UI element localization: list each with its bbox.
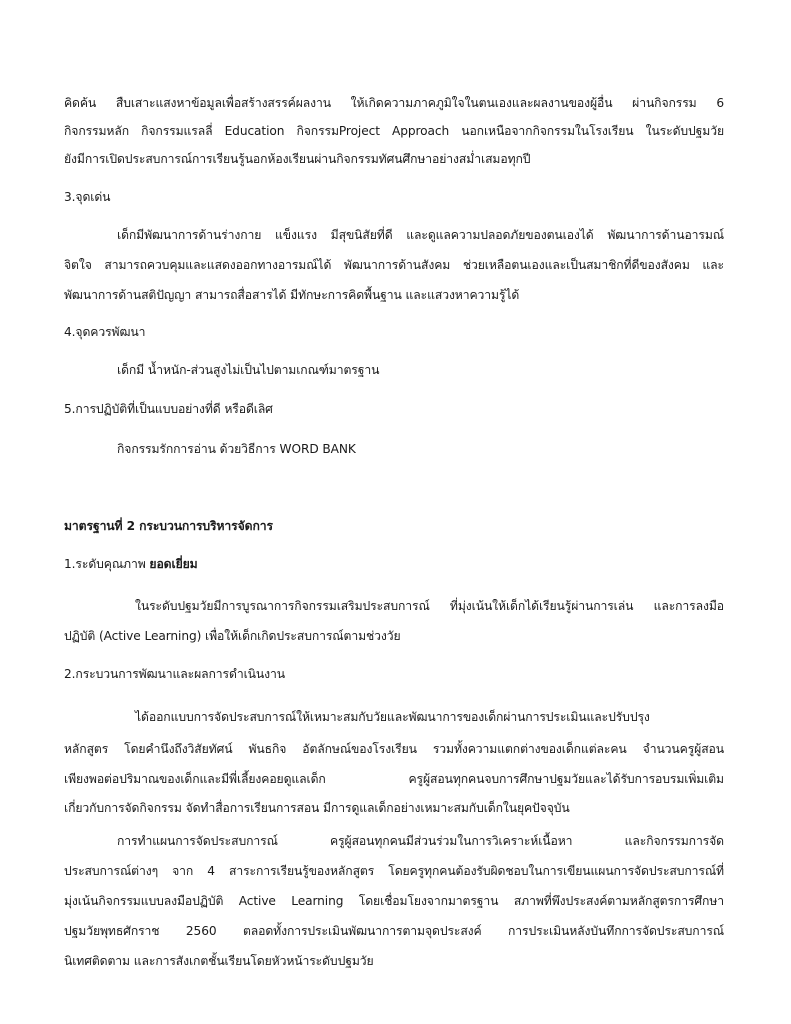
intro-line-2: กิจกรรมหลัก กิจกรรมแรลลี่ Education กิจกรรมProject Approach นอกเหนือจากกิจกรรมในโรงเรียน ในระดับปฐมวัย: [64, 124, 724, 138]
section-3-line-1: เด็กมีพัฒนาการด้านร่างกาย แข็งแรง มีสุขนิสัยที่ดี และดูแลความปลอดภัยของตนเองได้ พัฒนาการด้านอารมณ์: [117, 228, 724, 242]
section-3-line-2: จิตใจ สามารถควบคุมและแสดงออกทางอารมณ์ได้ พัฒนาการด้านสังคม ช่วยเหลือตนเองและเป็นสมาชิกที่ดีของสังคม และ: [64, 258, 724, 272]
section-3-heading: 3.จุดเด่น: [64, 190, 111, 204]
standard-2-heading: มาตรฐานที่ 2 กระบวนการบริหารจัดการ: [64, 519, 273, 533]
section-4-heading: 4.จุดควรพัฒนา: [64, 325, 146, 339]
quality-level: [64, 556, 198, 572]
section-4-line-1: เด็กมี น้ำหนัก-ส่วนสูงไม่เป็นไปตามเกณฑ์มาตรฐาน: [117, 363, 380, 377]
section-3-line-3: พัฒนาการด้านสติปัญญา สามารถสื่อสารได้ มีทักษะการคิดพื้นฐาน และแสวงหาความรู้ได้: [64, 288, 520, 302]
section-5-heading: 5.การปฏิบัติที่เป็นแบบอย่างที่ดี หรือดีเลิศ: [64, 402, 273, 416]
quality-level-value: ยอดเยี่ยม: [149, 557, 198, 571]
intro-line-3: ยังมีการเปิดประสบการณ์การเรียนรู้นอกห้องเรียนผ่านกิจกรรมทัศนศึกษาอย่างสม่ำเสมอทุกปี: [64, 152, 531, 166]
standard-2-p3-line-2: ประสบการณ์ต่างๆ จาก 4 สาระการเรียนรู้ของหลักสูตร โดยครูทุกคนต้องรับผิดชอบในการเขียนแผนการจัดประสบการณ์ที่: [64, 864, 724, 878]
standard-2-p2-line-1: ได้ออกแบบการจัดประสบการณ์ให้เหมาะสมกับวัยและพัฒนาการของเด็กผ่านการประเมินและปรับปรุง: [135, 710, 650, 724]
standard-2-p3-line-3: มุ่งเน้นกิจกรรมแบบลงมือปฏิบัติ Active Learning โดยเชื่อมโยงจากมาตรฐาน สภาพที่พึงประสงค์ตามหลักสูตรการศึกษา: [64, 894, 724, 908]
section-5-line-1: กิจกรรมรักการอ่าน ด้วยวิธีการ WORD BANK: [117, 442, 356, 456]
standard-2-p3-line-5: นิเทศติดตาม และการสังเกตชั้นเรียนโดยหัวหน้าระดับปฐมวัย: [64, 954, 374, 968]
standard-2-p3-line-1: การทำแผนการจัดประสบการณ์ ครูผู้สอนทุกคนมีส่วนร่วมในการวิเคราะห์เนื้อหา และกิจกรรมการจัด: [117, 834, 724, 848]
standard-2-p1-line-2: ปฏิบัติ (Active Learning) เพื่อให้เด็กเกิดประสบการณ์ตามช่วงวัย: [64, 629, 401, 643]
standard-2-p1-line-1: ในระดับปฐมวัยมีการบูรณาการกิจกรรมเสริมประสบการณ์ ที่มุ่งเน้นให้เด็กได้เรียนรู้ผ่านการเล่น และการลงมือ: [135, 599, 724, 613]
standard-2-sub-2-heading: 2.กระบวนการพัฒนาและผลการดำเนินงาน: [64, 667, 285, 681]
standard-2-p2-line-2: หลักสูตร โดยคำนึงถึงวิสัยทัศน์ พันธกิจ อัตลักษณ์ของโรงเรียน รวมทั้งความแตกต่างของเด็กแต่ละคน จำนวนครูผู้สอน: [64, 742, 724, 756]
quality-level-label: 1.ระดับคุณภาพ: [64, 557, 150, 571]
standard-2-p3-line-4: ปฐมวัยพุทธศักราช 2560 ตลอดทั้งการประเมินพัฒนาการตามจุดประสงค์ การประเมินหลังบันทึกการจัดประสบการณ์: [64, 924, 724, 938]
intro-line-1: คิดค้น สืบเสาะแสงหาข้อมูลเพื่อสร้างสรรค์ผลงาน ให้เกิดความภาคภูมิใจในตนเองและผลงานของผู้อื่น ผ่านกิจกรรม 6: [64, 96, 724, 110]
standard-2-p2-line-4: เกี่ยวกับการจัดกิจกรรม จัดทำสื่อการเรียนการสอน มีการดูแลเด็กอย่างเหมาะสมกับเด็กในยุคปัจจุบัน: [64, 801, 570, 815]
standard-2-p2-line-3: เพียงพอต่อปริมาณของเด็กและมีพี่เลี้ยงคอยดูแลเด็ก ครูผู้สอนทุกคนจบการศึกษาปฐมวัยและได้รับการอบรมเพิ่มเติม: [64, 772, 724, 786]
